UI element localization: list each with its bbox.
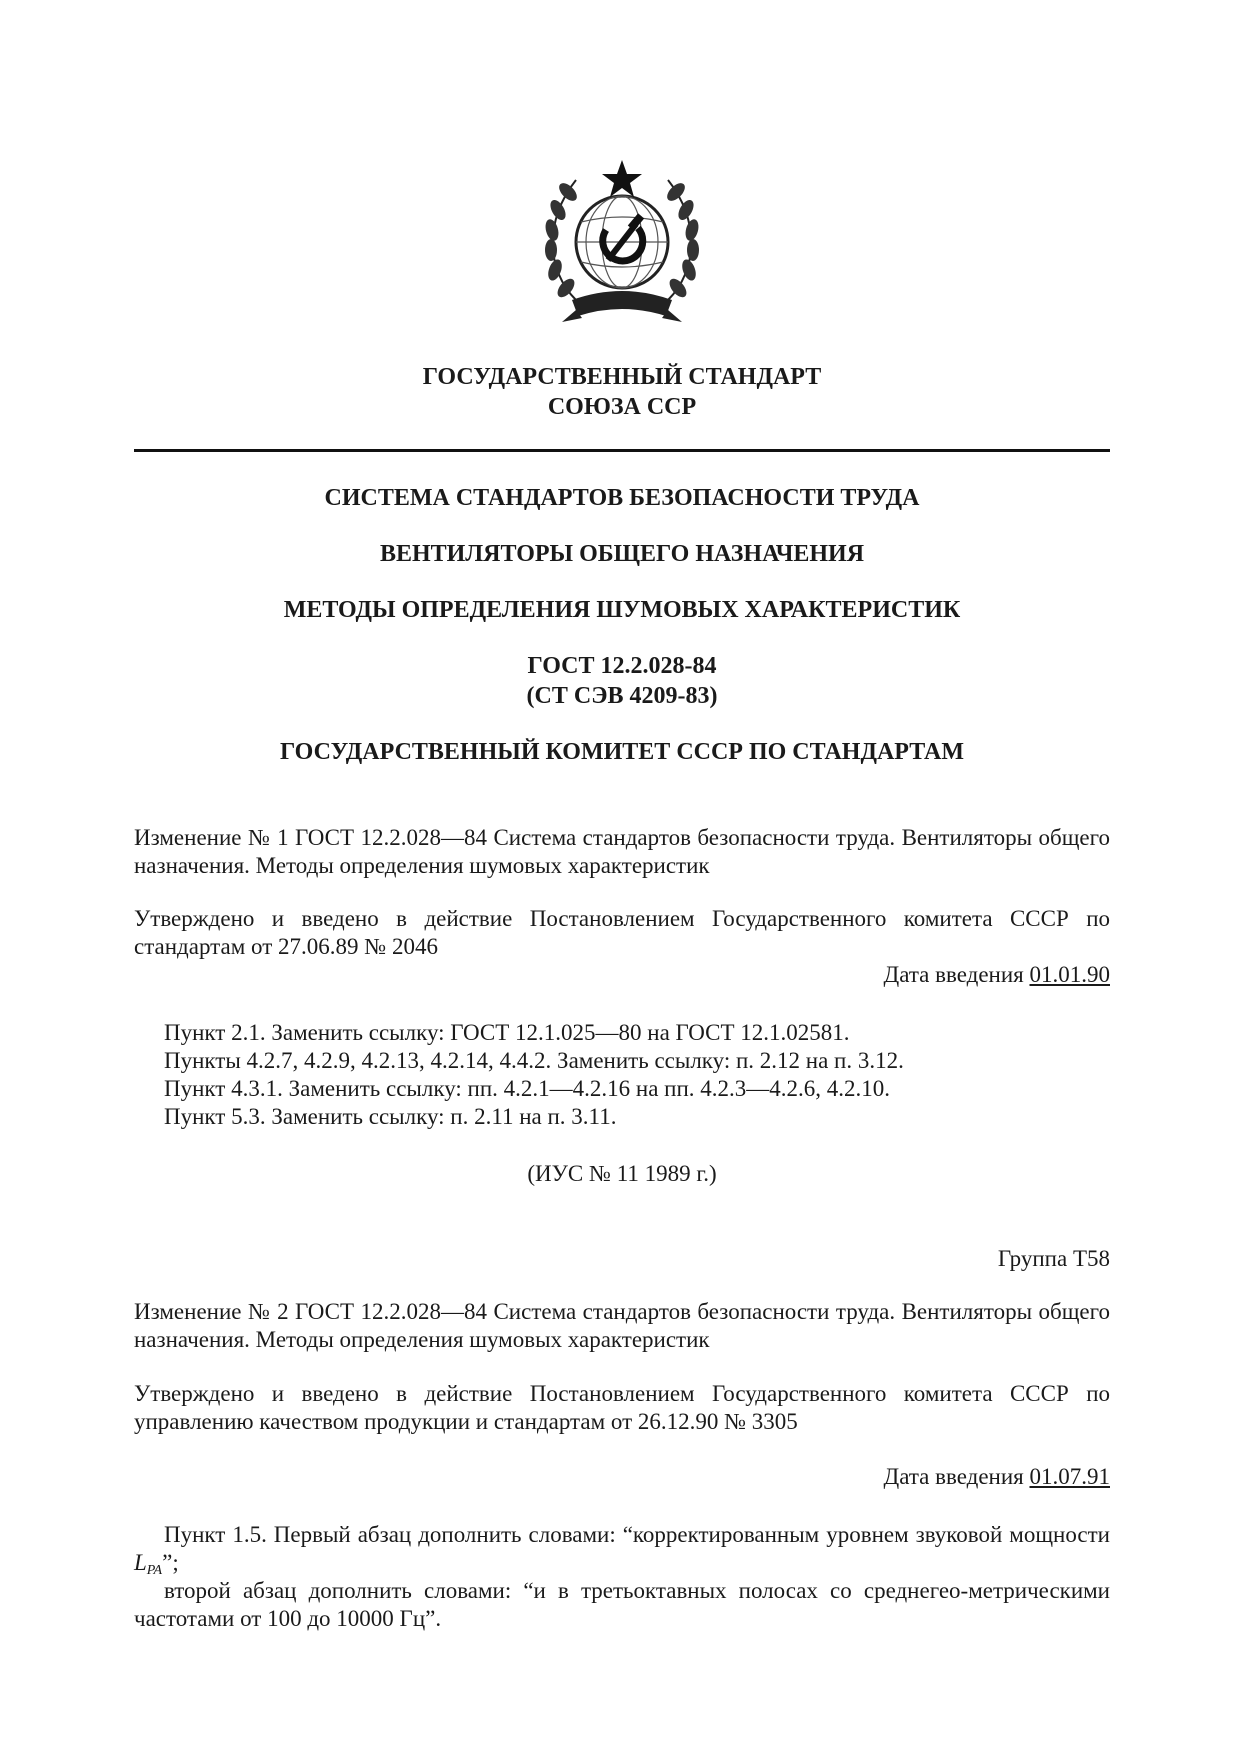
amendment2-p1-text: Пункт 1.5. Первый абзац дополнить словами: “корректированным уровнем звуковой мощности [164,1522,1110,1547]
committee-title: ГОСУДАРСТВЕННЫЙ КОМИТЕТ СССР ПО СТАНДАРТАМ [279,739,965,765]
horizontal-rule [134,449,1110,452]
st-sev-number: (СТ СЭВ 4209-83) [526,683,718,709]
amendment2-approval: Утверждено и введено в действие Постановлением Государственного комитета СССР по управлению качеством продукции и стандартам от 26.12.90 № 3305 [134,1381,1110,1434]
amendment1-item: Пункт 4.3.1. Заменить ссылку: пп. 4.2.1—4.2.16 на пп. 4.2.3—4.2.6, 4.2.10. [164,1076,891,1101]
sound-power-subscript: PA [146,1563,163,1578]
amendment1-item: Пункт 2.1. Заменить ссылку: ГОСТ 12.1.025—80 на ГОСТ 12.1.02581. [164,1020,850,1045]
amendment2-date [134,1463,1110,1491]
amendment1-title: Изменение № 1 ГОСТ 12.2.028—84 Система стандартов безопасности труда. Вентиляторы общего назначения. Методы определения шумовых характеристик [134,825,1110,878]
amendment2-title: Изменение № 2 ГОСТ 12.2.028—84 Система стандартов безопасности труда. Вентиляторы общего назначения. Методы определения шумовых характеристик [134,1299,1110,1352]
amendment1-approval: Утверждено и введено в действие Постановлением Государственного комитета СССР по стандартам от 27.06.89 № 2046 [134,906,1110,959]
ussr-emblem [536,150,708,330]
subject-title: ВЕНТИЛЯТОРЫ ОБЩЕГО НАЗНАЧЕНИЯ [379,541,865,567]
amendment1-date-value: 01.01.90 [1029,962,1110,987]
gov-standard-line1: ГОСУДАРСТВЕННЫЙ СТАНДАРТ [422,364,822,390]
sound-power-symbol: L [134,1550,147,1575]
amendment1-source: (ИУС № 11 1989 г.) [527,1161,717,1186]
amendment1-item: Пункты 4.2.7, 4.2.9, 4.2.13, 4.2.14, 4.4.2. Заменить ссылку: п. 2.12 на п. 3.12. [164,1048,904,1073]
amendment2-paragraph1 [134,1521,1110,1585]
gost-number: ГОСТ 12.2.028-84 [527,653,717,679]
amendment1-date [134,961,1110,989]
gov-standard-line2: СОЮЗА ССР [547,394,697,420]
amendment2-group: Группа Т58 [997,1246,1110,1271]
amendment2-date-label: Дата введения [883,1464,1024,1489]
amendment2-p1-tail: ”; [162,1550,179,1575]
methods-title: МЕТОДЫ ОПРЕДЕЛЕНИЯ ШУМОВЫХ ХАРАКТЕРИСТИК [283,597,961,623]
amendment2-paragraph2: второй абзац дополнить словами: “и в третьоктавных полосах со среднегео-метрическими частотами от 100 до 10000 Гц”. [134,1578,1110,1631]
amendment1-date-label: Дата введения [883,962,1024,987]
amendment1-item: Пункт 5.3. Заменить ссылку: п. 2.11 на п. 3.11. [164,1104,617,1129]
system-title: СИСТЕМА СТАНДАРТОВ БЕЗОПАСНОСТИ ТРУДА [324,485,920,511]
amendment2-date-value: 01.07.91 [1029,1464,1110,1489]
gov-standard-title [134,362,1110,422]
